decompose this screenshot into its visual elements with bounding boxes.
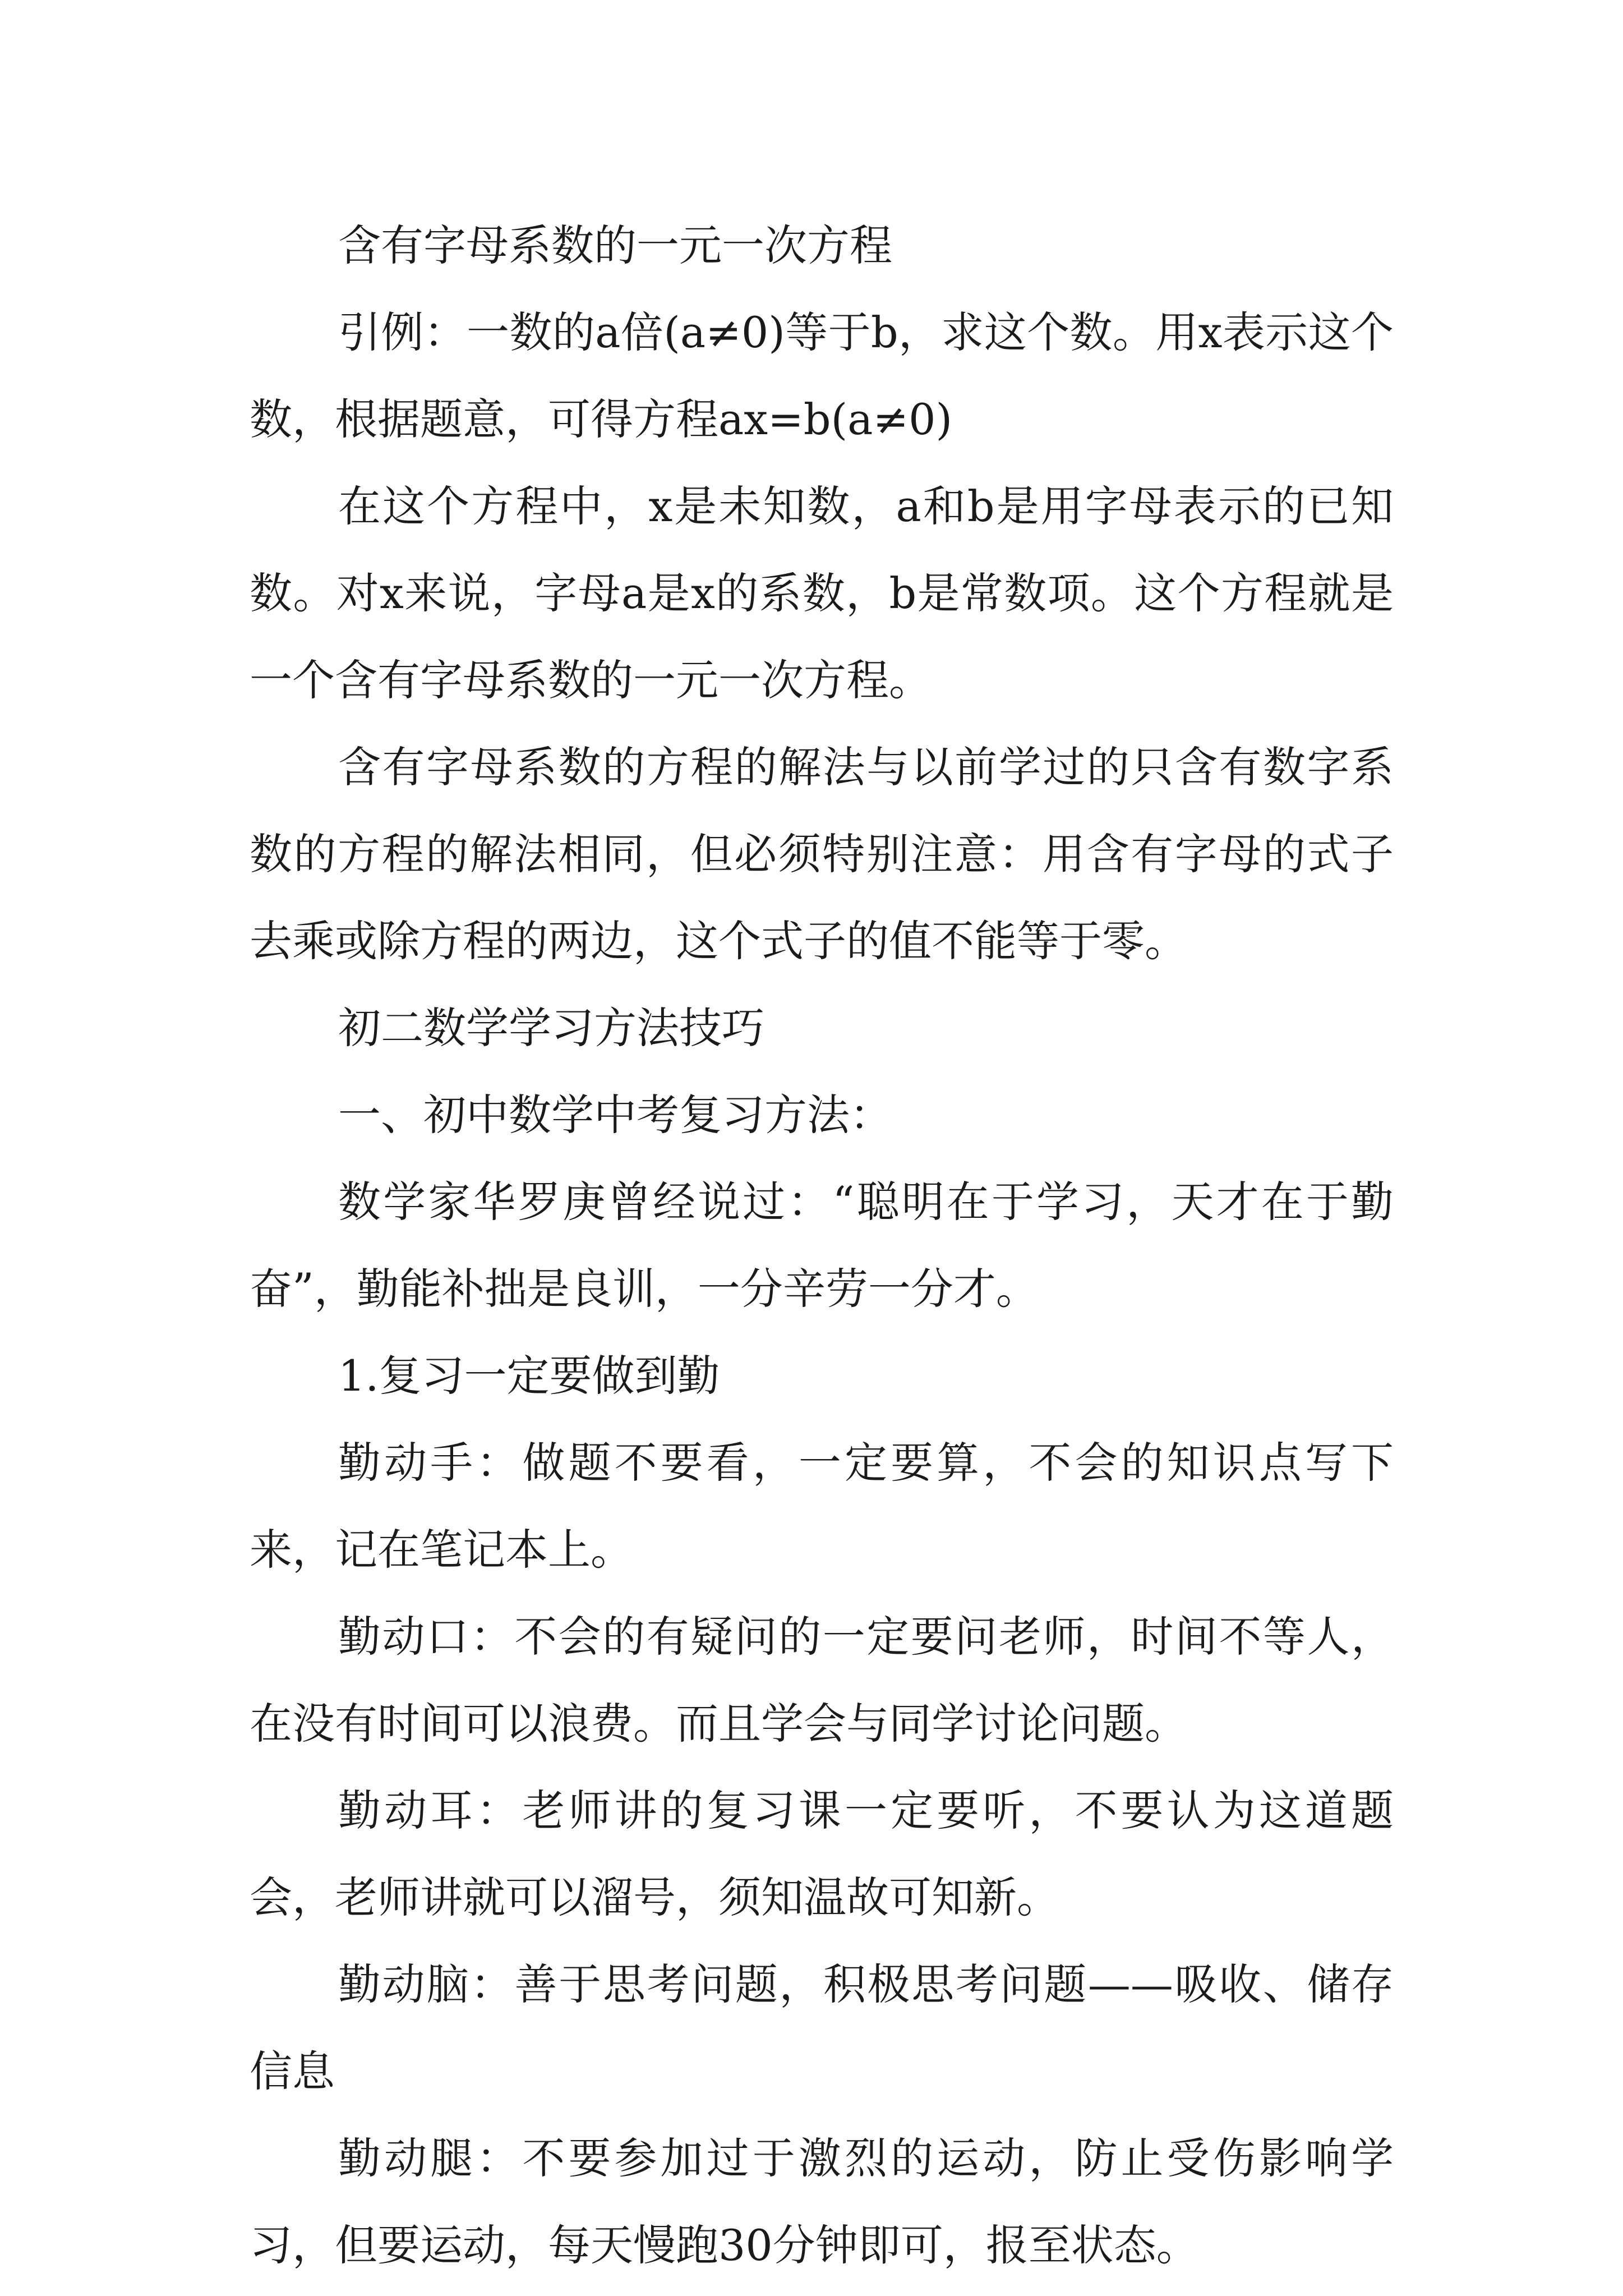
- heading-equation-title: 含有字母系数的一元一次方程: [338, 220, 892, 270]
- paragraph-legs: 勤动腿：不要参加过于激烈的运动，防止受伤影响学习，但要运动，每天慢跑30分钟即可，报至状态。: [250, 2133, 1394, 2270]
- heading-review-methods: 一、初中数学中考复习方法：: [338, 1090, 892, 1140]
- document-body: [250, 202, 1394, 2289]
- heading-study-tips: 初二数学学习方法技巧: [338, 1003, 764, 1053]
- paragraph-explanation: 在这个方程中，x是未知数，a和b是用字母表示的已知数。对x来说，字母a是x的系数，b是常数项。这个方程就是一个含有字母系数的一元一次方程。: [250, 481, 1394, 705]
- paragraph-quote: 数学家华罗庚曾经说过：“聪明在于学习，天才在于勤奋”，勤能补拙是良训，一分辛劳一分才。: [250, 1177, 1394, 1314]
- paragraph-brain: 勤动脑：善于思考问题，积极思考问题——吸收、储存信息: [250, 1959, 1394, 2096]
- paragraph-example: 引例：一数的a倍(a≠0)等于b，求这个数。用x表示这个数，根据题意，可得方程ax=b(a≠0): [250, 307, 1394, 444]
- paragraph-mouth: 勤动口：不会的有疑问的一定要问老师，时间不等人，在没有时间可以浪费。而且学会与同学讨论问题。: [250, 1612, 1394, 1749]
- paragraph-solution-note: 含有字母系数的方程的解法与以前学过的只含有数字系数的方程的解法相同，但必须特别注意：用含有字母的式子去乘或除方程的两边，这个式子的值不能等于零。: [250, 742, 1394, 966]
- paragraph-ears: 勤动耳：老师讲的复习课一定要听，不要认为这道题会，老师讲就可以溜号，须知温故可知新。: [250, 1786, 1394, 1922]
- paragraph-hands: 勤动手：做题不要看，一定要算，不会的知识点写下来，记在笔记本上。: [250, 1438, 1394, 1575]
- heading-review-diligence: 1.复习一定要做到勤: [338, 1351, 720, 1401]
